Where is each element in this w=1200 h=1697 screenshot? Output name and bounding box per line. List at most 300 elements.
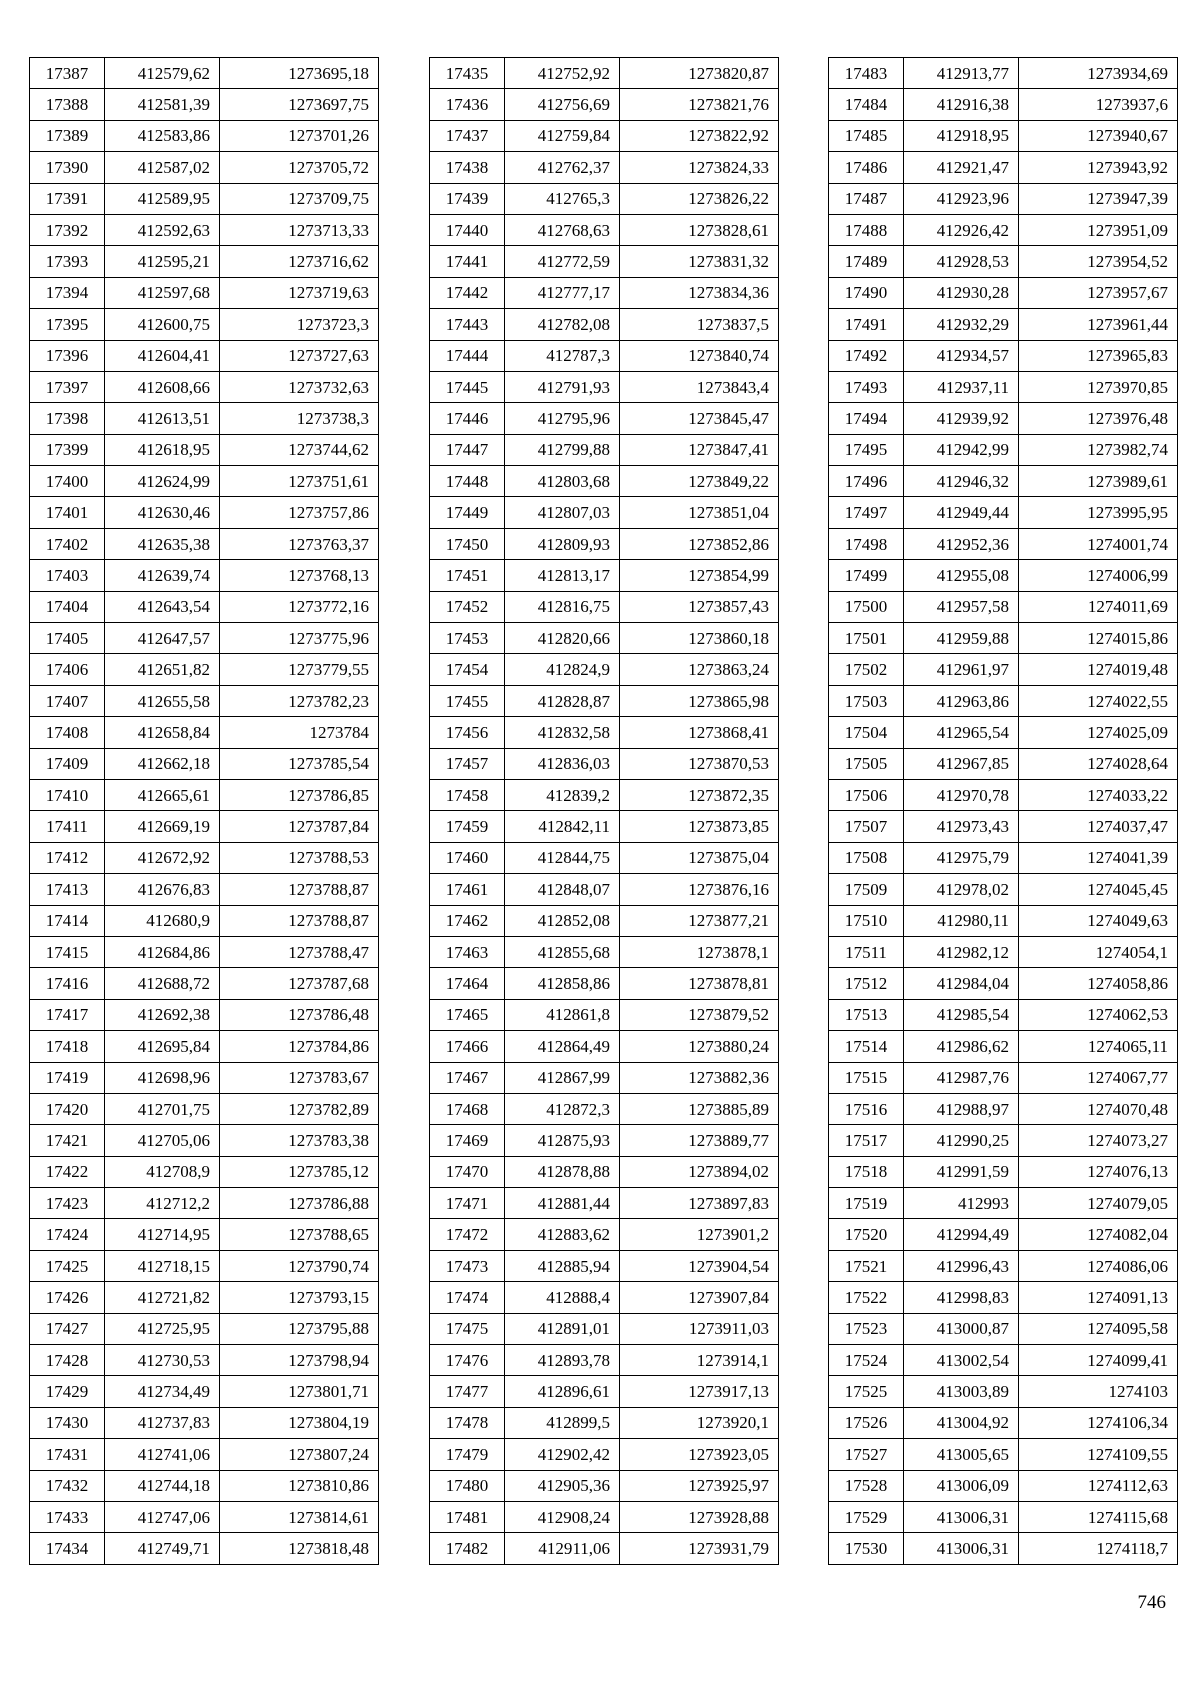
table-row: [30, 1313, 379, 1344]
y-coordinate-cell: 1273751,61: [220, 466, 379, 497]
point-number-cell: 17402: [30, 528, 105, 559]
table-row: [30, 1062, 379, 1093]
table-row: [829, 1313, 1178, 1344]
table-row: [30, 1156, 379, 1187]
table-row: [430, 811, 779, 842]
x-coordinate-cell: 412864,49: [505, 1031, 620, 1062]
x-coordinate-cell: 412957,58: [904, 591, 1019, 622]
point-number-cell: 17408: [30, 717, 105, 748]
x-coordinate-cell: 412595,21: [105, 246, 220, 277]
y-coordinate-cell: 1273786,88: [220, 1188, 379, 1219]
x-coordinate-cell: 412701,75: [105, 1093, 220, 1124]
y-coordinate-cell: 1273738,3: [220, 403, 379, 434]
y-coordinate-cell: 1273943,92: [1019, 152, 1178, 183]
point-number-cell: 17420: [30, 1093, 105, 1124]
point-number-cell: 17523: [829, 1313, 904, 1344]
y-coordinate-cell: 1274019,48: [1019, 654, 1178, 685]
table-row: [30, 1533, 379, 1564]
point-number-cell: 17396: [30, 340, 105, 371]
y-coordinate-cell: 1273831,32: [620, 246, 779, 277]
y-coordinate-cell: 1273894,02: [620, 1156, 779, 1187]
y-coordinate-cell: 1274106,34: [1019, 1407, 1178, 1438]
point-number-cell: 17527: [829, 1439, 904, 1470]
table-row: [30, 1093, 379, 1124]
table-row: [30, 717, 379, 748]
table-row: [30, 277, 379, 308]
y-coordinate-cell: 1273814,61: [220, 1501, 379, 1532]
table-row: [30, 1282, 379, 1313]
point-number-cell: 17432: [30, 1470, 105, 1501]
point-number-cell: 17409: [30, 748, 105, 779]
table-row: [30, 1219, 379, 1250]
y-coordinate-cell: 1273897,83: [620, 1188, 779, 1219]
table-row: [829, 152, 1178, 183]
point-number-cell: 17524: [829, 1345, 904, 1376]
x-coordinate-cell: 412934,57: [904, 340, 1019, 371]
y-coordinate-cell: 1273878,1: [620, 936, 779, 967]
table-row: [430, 1533, 779, 1564]
table-row: [829, 591, 1178, 622]
table-row: [30, 309, 379, 340]
y-coordinate-cell: 1273788,87: [220, 905, 379, 936]
y-coordinate-cell: 1274065,11: [1019, 1031, 1178, 1062]
point-number-cell: 17494: [829, 403, 904, 434]
point-number-cell: 17444: [430, 340, 505, 371]
y-coordinate-cell: 1273713,33: [220, 214, 379, 245]
x-coordinate-cell: 412658,84: [105, 717, 220, 748]
table-row: [30, 1345, 379, 1376]
table-row: [30, 1250, 379, 1281]
table-row: [829, 623, 1178, 654]
y-coordinate-cell: 1274095,58: [1019, 1313, 1178, 1344]
point-number-cell: 17411: [30, 811, 105, 842]
table-row: [430, 874, 779, 905]
table-row: [430, 1282, 779, 1313]
x-coordinate-cell: 412828,87: [505, 685, 620, 716]
y-coordinate-cell: 1273709,75: [220, 183, 379, 214]
point-number-cell: 17502: [829, 654, 904, 685]
point-number-cell: 17498: [829, 528, 904, 559]
y-coordinate-cell: 1273784,86: [220, 1031, 379, 1062]
point-number-cell: 17412: [30, 842, 105, 873]
point-number-cell: 17493: [829, 371, 904, 402]
point-number-cell: 17525: [829, 1376, 904, 1407]
x-coordinate-cell: 412990,25: [904, 1125, 1019, 1156]
point-number-cell: 17499: [829, 560, 904, 591]
table-row: [430, 1501, 779, 1532]
x-coordinate-cell: 412680,9: [105, 905, 220, 936]
table-row: [829, 1031, 1178, 1062]
table-row: [30, 89, 379, 120]
x-coordinate-cell: 412998,83: [904, 1282, 1019, 1313]
table-row: [30, 403, 379, 434]
table-row: [829, 1376, 1178, 1407]
point-number-cell: 17407: [30, 685, 105, 716]
point-number-cell: 17474: [430, 1282, 505, 1313]
table-row: [430, 905, 779, 936]
y-coordinate-cell: 1273716,62: [220, 246, 379, 277]
y-coordinate-cell: 1274109,55: [1019, 1439, 1178, 1470]
x-coordinate-cell: 412872,3: [505, 1093, 620, 1124]
point-number-cell: 17428: [30, 1345, 105, 1376]
x-coordinate-cell: 412852,08: [505, 905, 620, 936]
y-coordinate-cell: 1273824,33: [620, 152, 779, 183]
x-coordinate-cell: 412939,92: [904, 403, 1019, 434]
point-number-cell: 17392: [30, 214, 105, 245]
y-coordinate-cell: 1273820,87: [620, 58, 779, 89]
table-row: [430, 623, 779, 654]
y-coordinate-cell: 1273876,16: [620, 874, 779, 905]
table-row: [430, 152, 779, 183]
y-coordinate-cell: 1274045,45: [1019, 874, 1178, 905]
x-coordinate-cell: 412980,11: [904, 905, 1019, 936]
table-row: [30, 623, 379, 654]
x-coordinate-cell: 412996,43: [904, 1250, 1019, 1281]
point-number-cell: 17471: [430, 1188, 505, 1219]
table-row: [430, 466, 779, 497]
x-coordinate-cell: 412930,28: [904, 277, 1019, 308]
point-number-cell: 17446: [430, 403, 505, 434]
table-row: [829, 434, 1178, 465]
table-row: [30, 1501, 379, 1532]
x-coordinate-cell: 412923,96: [904, 183, 1019, 214]
y-coordinate-cell: 1274015,86: [1019, 623, 1178, 654]
y-coordinate-cell: 1273787,84: [220, 811, 379, 842]
point-number-cell: 17442: [430, 277, 505, 308]
y-coordinate-cell: 1273783,67: [220, 1062, 379, 1093]
y-coordinate-cell: 1273719,63: [220, 277, 379, 308]
x-coordinate-cell: 412942,99: [904, 434, 1019, 465]
x-coordinate-cell: 412975,79: [904, 842, 1019, 873]
x-coordinate-cell: 412762,37: [505, 152, 620, 183]
table-row: [430, 1125, 779, 1156]
x-coordinate-cell: 412705,06: [105, 1125, 220, 1156]
x-coordinate-cell: 412824,9: [505, 654, 620, 685]
x-coordinate-cell: 412791,93: [505, 371, 620, 402]
y-coordinate-cell: 1274041,39: [1019, 842, 1178, 873]
y-coordinate-cell: 1273889,77: [620, 1125, 779, 1156]
point-number-cell: 17476: [430, 1345, 505, 1376]
x-coordinate-cell: 412665,61: [105, 779, 220, 810]
point-number-cell: 17489: [829, 246, 904, 277]
table-row: [30, 685, 379, 716]
point-number-cell: 17436: [430, 89, 505, 120]
table-row: [430, 1313, 779, 1344]
table-row: [30, 120, 379, 151]
table-row: [30, 936, 379, 967]
point-number-cell: 17450: [430, 528, 505, 559]
point-number-cell: 17514: [829, 1031, 904, 1062]
x-coordinate-cell: 412946,32: [904, 466, 1019, 497]
point-number-cell: 17468: [430, 1093, 505, 1124]
x-coordinate-cell: 412721,82: [105, 1282, 220, 1313]
x-coordinate-cell: 412669,19: [105, 811, 220, 842]
table-row: [829, 466, 1178, 497]
y-coordinate-cell: 1274082,04: [1019, 1219, 1178, 1250]
x-coordinate-cell: 412893,78: [505, 1345, 620, 1376]
x-coordinate-cell: 412881,44: [505, 1188, 620, 1219]
y-coordinate-cell: 1273882,36: [620, 1062, 779, 1093]
point-number-cell: 17482: [430, 1533, 505, 1564]
x-coordinate-cell: 412987,76: [904, 1062, 1019, 1093]
x-coordinate-cell: 412777,17: [505, 277, 620, 308]
point-number-cell: 17410: [30, 779, 105, 810]
point-number-cell: 17421: [30, 1125, 105, 1156]
y-coordinate-cell: 1273873,85: [620, 811, 779, 842]
x-coordinate-cell: 412795,96: [505, 403, 620, 434]
point-number-cell: 17435: [430, 58, 505, 89]
point-number-cell: 17430: [30, 1407, 105, 1438]
point-number-cell: 17443: [430, 309, 505, 340]
y-coordinate-cell: 1273768,13: [220, 560, 379, 591]
x-coordinate-cell: 412651,82: [105, 654, 220, 685]
x-coordinate-cell: 413003,89: [904, 1376, 1019, 1407]
table-row: [30, 654, 379, 685]
y-coordinate-cell: 1273914,1: [620, 1345, 779, 1376]
x-coordinate-cell: 412832,58: [505, 717, 620, 748]
y-coordinate-cell: 1273937,6: [1019, 89, 1178, 120]
x-coordinate-cell: 413002,54: [904, 1345, 1019, 1376]
y-coordinate-cell: 1273976,48: [1019, 403, 1178, 434]
point-number-cell: 17438: [430, 152, 505, 183]
y-coordinate-cell: 1274118,7: [1019, 1533, 1178, 1564]
table-row: [430, 371, 779, 402]
table-row: [30, 1031, 379, 1062]
y-coordinate-cell: 1273863,24: [620, 654, 779, 685]
y-coordinate-cell: 1273989,61: [1019, 466, 1178, 497]
point-number-cell: 17431: [30, 1439, 105, 1470]
table-row: [30, 214, 379, 245]
y-coordinate-cell: 1274025,09: [1019, 717, 1178, 748]
y-coordinate-cell: 1274011,69: [1019, 591, 1178, 622]
y-coordinate-cell: 1273880,24: [620, 1031, 779, 1062]
y-coordinate-cell: 1273763,37: [220, 528, 379, 559]
x-coordinate-cell: 412765,3: [505, 183, 620, 214]
point-number-cell: 17470: [430, 1156, 505, 1187]
point-number-cell: 17478: [430, 1407, 505, 1438]
x-coordinate-cell: 413006,09: [904, 1470, 1019, 1501]
y-coordinate-cell: 1273790,74: [220, 1250, 379, 1281]
table-row: [829, 1470, 1178, 1501]
x-coordinate-cell: 412988,97: [904, 1093, 1019, 1124]
y-coordinate-cell: 1273849,22: [620, 466, 779, 497]
y-coordinate-cell: 1273847,41: [620, 434, 779, 465]
point-number-cell: 17460: [430, 842, 505, 873]
x-coordinate-cell: 412816,75: [505, 591, 620, 622]
point-number-cell: 17512: [829, 968, 904, 999]
coordinate-table-3: [828, 57, 1178, 1565]
point-number-cell: 17388: [30, 89, 105, 120]
x-coordinate-cell: 412587,02: [105, 152, 220, 183]
table-row: [430, 309, 779, 340]
x-coordinate-cell: 413005,65: [904, 1439, 1019, 1470]
y-coordinate-cell: 1273957,67: [1019, 277, 1178, 308]
point-number-cell: 17477: [430, 1376, 505, 1407]
point-number-cell: 17488: [829, 214, 904, 245]
table-row: [430, 1093, 779, 1124]
y-coordinate-cell: 1273868,41: [620, 717, 779, 748]
x-coordinate-cell: 412978,02: [904, 874, 1019, 905]
x-coordinate-cell: 412926,42: [904, 214, 1019, 245]
table-row: [30, 340, 379, 371]
point-number-cell: 17517: [829, 1125, 904, 1156]
x-coordinate-cell: 412809,93: [505, 528, 620, 559]
point-number-cell: 17456: [430, 717, 505, 748]
point-number-cell: 17486: [829, 152, 904, 183]
y-coordinate-cell: 1273901,2: [620, 1219, 779, 1250]
table-row: [829, 58, 1178, 89]
point-number-cell: 17480: [430, 1470, 505, 1501]
x-coordinate-cell: 412730,53: [105, 1345, 220, 1376]
y-coordinate-cell: 1273782,89: [220, 1093, 379, 1124]
point-number-cell: 17401: [30, 497, 105, 528]
y-coordinate-cell: 1273851,04: [620, 497, 779, 528]
x-coordinate-cell: 412991,59: [904, 1156, 1019, 1187]
x-coordinate-cell: 412655,58: [105, 685, 220, 716]
x-coordinate-cell: 412712,2: [105, 1188, 220, 1219]
table-row: [430, 560, 779, 591]
y-coordinate-cell: 1273782,23: [220, 685, 379, 716]
x-coordinate-cell: 412759,84: [505, 120, 620, 151]
y-coordinate-cell: 1273940,67: [1019, 120, 1178, 151]
x-coordinate-cell: 412803,68: [505, 466, 620, 497]
point-number-cell: 17465: [430, 999, 505, 1030]
point-number-cell: 17398: [30, 403, 105, 434]
point-number-cell: 17521: [829, 1250, 904, 1281]
x-coordinate-cell: 412613,51: [105, 403, 220, 434]
point-number-cell: 17403: [30, 560, 105, 591]
point-number-cell: 17504: [829, 717, 904, 748]
table-row: [430, 968, 779, 999]
x-coordinate-cell: 412921,47: [904, 152, 1019, 183]
table-row: [829, 1250, 1178, 1281]
table-row: [829, 1219, 1178, 1250]
y-coordinate-cell: 1273934,69: [1019, 58, 1178, 89]
table-row: [829, 685, 1178, 716]
table-row: [829, 717, 1178, 748]
y-coordinate-cell: 1273840,74: [620, 340, 779, 371]
x-coordinate-cell: 412994,49: [904, 1219, 1019, 1250]
point-number-cell: 17475: [430, 1313, 505, 1344]
table-row: [30, 371, 379, 402]
table-row: [430, 779, 779, 810]
y-coordinate-cell: 1273877,21: [620, 905, 779, 936]
x-coordinate-cell: 412902,42: [505, 1439, 620, 1470]
table-row: [829, 340, 1178, 371]
x-coordinate-cell: 412982,12: [904, 936, 1019, 967]
y-coordinate-cell: 1273885,89: [620, 1093, 779, 1124]
x-coordinate-cell: 412662,18: [105, 748, 220, 779]
point-number-cell: 17500: [829, 591, 904, 622]
table-row: [829, 1282, 1178, 1313]
table-row: [430, 1062, 779, 1093]
y-coordinate-cell: 1273860,18: [620, 623, 779, 654]
x-coordinate-cell: 412913,77: [904, 58, 1019, 89]
y-coordinate-cell: 1274073,27: [1019, 1125, 1178, 1156]
point-number-cell: 17397: [30, 371, 105, 402]
x-coordinate-cell: 412787,3: [505, 340, 620, 371]
point-number-cell: 17529: [829, 1501, 904, 1532]
x-coordinate-cell: 412714,95: [105, 1219, 220, 1250]
y-coordinate-cell: 1273854,99: [620, 560, 779, 591]
y-coordinate-cell: 1274062,53: [1019, 999, 1178, 1030]
point-number-cell: 17429: [30, 1376, 105, 1407]
point-number-cell: 17496: [829, 466, 904, 497]
x-coordinate-cell: 412695,84: [105, 1031, 220, 1062]
table-row: [829, 1533, 1178, 1564]
y-coordinate-cell: 1273961,44: [1019, 309, 1178, 340]
point-number-cell: 17492: [829, 340, 904, 371]
table-row: [430, 936, 779, 967]
y-coordinate-cell: 1274033,22: [1019, 779, 1178, 810]
point-number-cell: 17447: [430, 434, 505, 465]
table-row: [430, 1031, 779, 1062]
table-row: [829, 811, 1178, 842]
x-coordinate-cell: 412639,74: [105, 560, 220, 591]
table-row: [430, 842, 779, 873]
y-coordinate-cell: 1274028,64: [1019, 748, 1178, 779]
table-row: [829, 528, 1178, 559]
table-row: [30, 58, 379, 89]
y-coordinate-cell: 1273772,16: [220, 591, 379, 622]
table-row: [30, 1470, 379, 1501]
y-coordinate-cell: 1273857,43: [620, 591, 779, 622]
point-number-cell: 17479: [430, 1439, 505, 1470]
x-coordinate-cell: 412986,62: [904, 1031, 1019, 1062]
y-coordinate-cell: 1273907,84: [620, 1282, 779, 1313]
point-number-cell: 17395: [30, 309, 105, 340]
x-coordinate-cell: 412891,01: [505, 1313, 620, 1344]
point-number-cell: 17413: [30, 874, 105, 905]
x-coordinate-cell: 412949,44: [904, 497, 1019, 528]
point-number-cell: 17389: [30, 120, 105, 151]
point-number-cell: 17462: [430, 905, 505, 936]
table-row: [30, 560, 379, 591]
point-number-cell: 17453: [430, 623, 505, 654]
point-number-cell: 17509: [829, 874, 904, 905]
table-row: [829, 1439, 1178, 1470]
point-number-cell: 17451: [430, 560, 505, 591]
x-coordinate-cell: 412937,11: [904, 371, 1019, 402]
x-coordinate-cell: 412672,92: [105, 842, 220, 873]
coordinate-table-1: [29, 57, 379, 1565]
point-number-cell: 17448: [430, 466, 505, 497]
point-number-cell: 17519: [829, 1188, 904, 1219]
y-coordinate-cell: 1273954,52: [1019, 246, 1178, 277]
table-row: [829, 183, 1178, 214]
y-coordinate-cell: 1273788,87: [220, 874, 379, 905]
table-row: [430, 717, 779, 748]
table-row: [30, 1188, 379, 1219]
y-coordinate-cell: 1273845,47: [620, 403, 779, 434]
point-number-cell: 17511: [829, 936, 904, 967]
table-row: [30, 842, 379, 873]
y-coordinate-cell: 1274049,63: [1019, 905, 1178, 936]
y-coordinate-cell: 1273947,39: [1019, 183, 1178, 214]
y-coordinate-cell: 1274037,47: [1019, 811, 1178, 842]
x-coordinate-cell: 412747,06: [105, 1501, 220, 1532]
table-row: [30, 497, 379, 528]
y-coordinate-cell: 1273925,97: [620, 1470, 779, 1501]
y-coordinate-cell: 1273695,18: [220, 58, 379, 89]
x-coordinate-cell: 412583,86: [105, 120, 220, 151]
x-coordinate-cell: 412848,07: [505, 874, 620, 905]
table-row: [430, 685, 779, 716]
table-row: [30, 152, 379, 183]
table-row: [30, 779, 379, 810]
x-coordinate-cell: 412911,06: [505, 1533, 620, 1564]
y-coordinate-cell: 1273786,85: [220, 779, 379, 810]
